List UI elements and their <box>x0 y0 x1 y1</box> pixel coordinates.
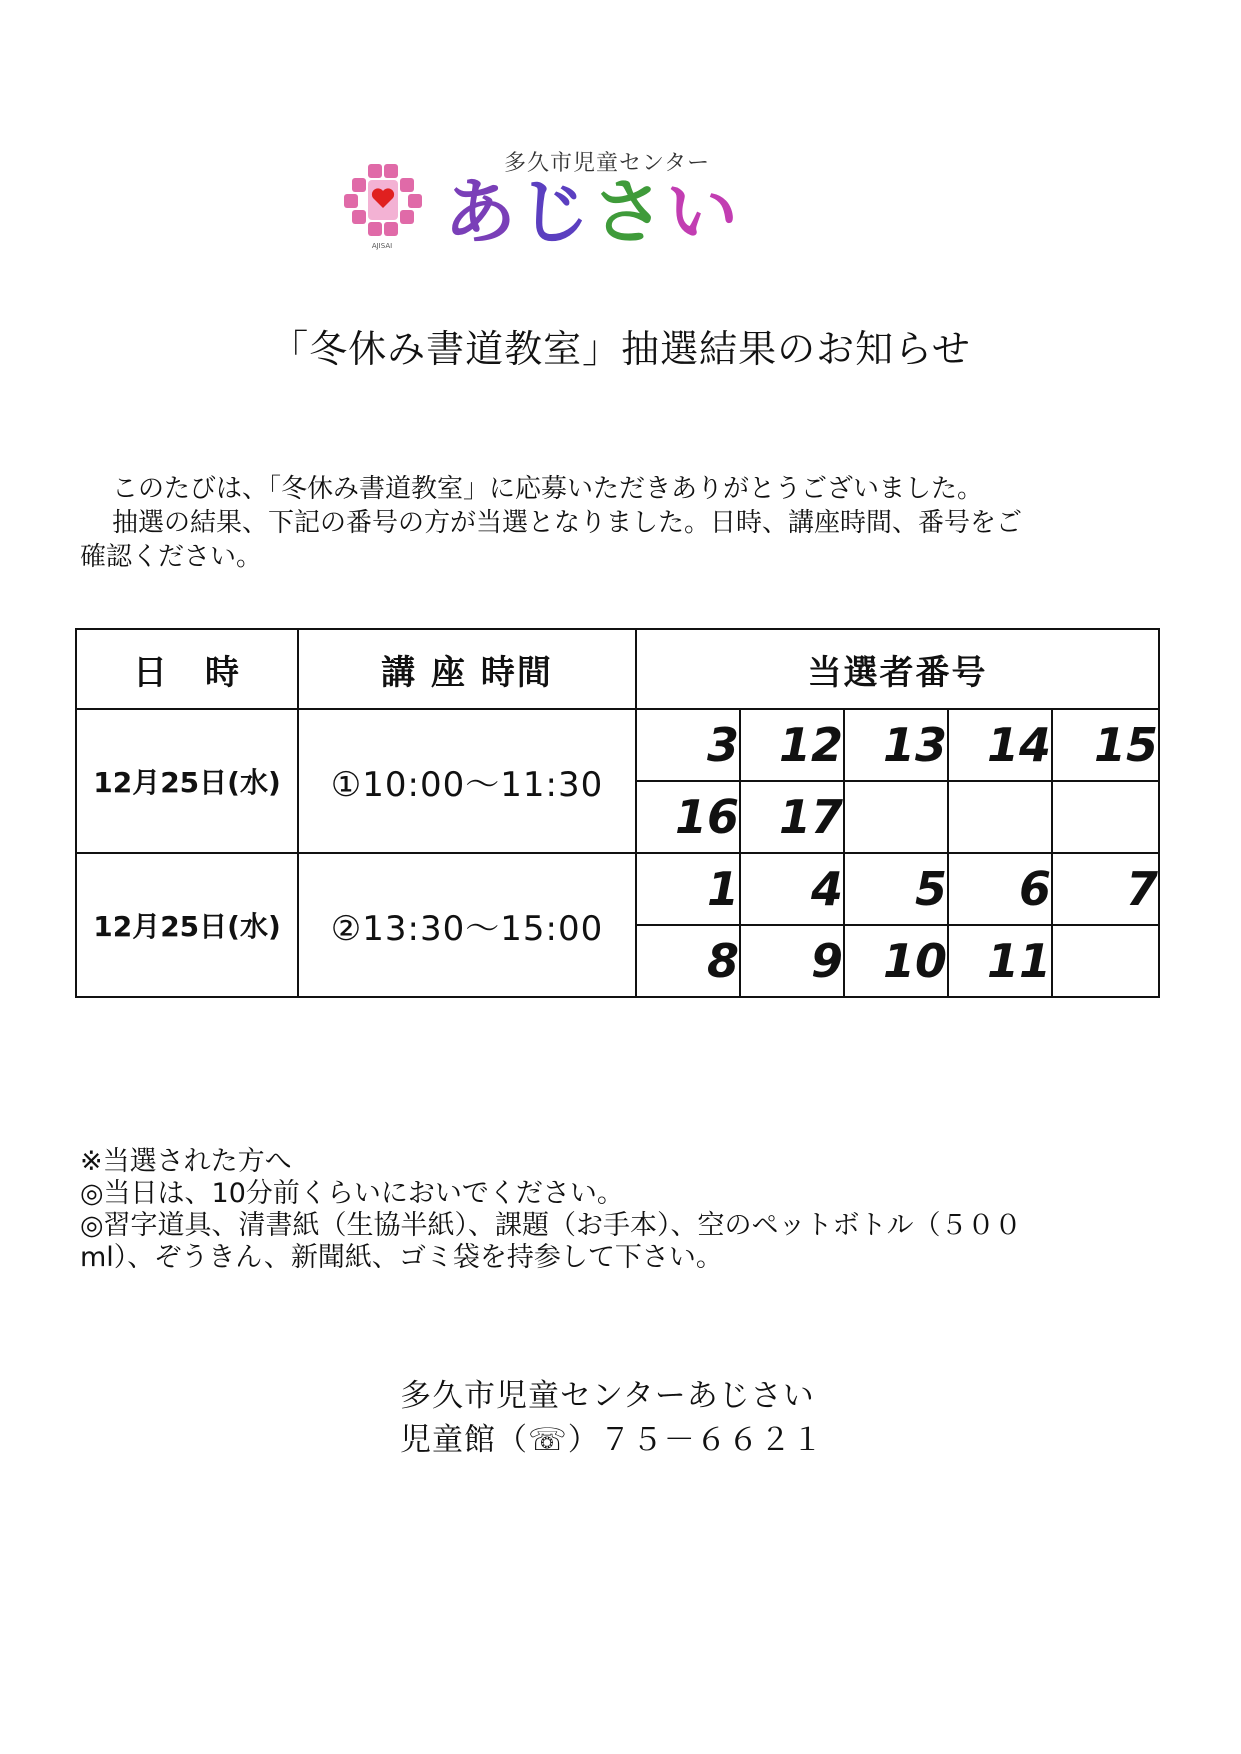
winner-number: 12 <box>740 709 844 781</box>
logo-mark-caption: AJISAI <box>371 242 393 250</box>
winner-number: 3 <box>636 709 740 781</box>
logo-name <box>444 170 741 254</box>
results-table <box>75 628 1160 998</box>
footer <box>400 1374 824 1462</box>
header-numbers: 当選者番号 <box>636 629 1159 709</box>
winner-number: 1 <box>636 853 740 925</box>
winner-number: 16 <box>636 781 740 853</box>
winner-number: 9 <box>740 925 844 997</box>
winner-number: 6 <box>948 853 1052 925</box>
intro-text <box>80 472 1170 574</box>
table-row <box>76 853 1159 925</box>
notes-item: ◎習字道具、清書紙（生協半紙）、課題（お手本）、空のペットボトル（５００ <box>80 1210 1022 1241</box>
winner-number: 15 <box>1052 709 1159 781</box>
header-time: 講 座 時間 <box>298 629 636 709</box>
table-header-row <box>76 629 1159 709</box>
winner-number: 11 <box>948 925 1052 997</box>
footer-phone: 児童館（☏）７５－６６２１ <box>400 1422 824 1458</box>
intro-line-2: 抽選の結果、下記の番号の方が当選となりました。日時、講座時間、番号をご <box>112 508 1023 538</box>
notes <box>80 1146 1170 1274</box>
winner-number: 13 <box>844 709 948 781</box>
table-row <box>76 709 1159 781</box>
logo-char-2: じ <box>518 170 593 254</box>
page-title: 「冬休み書道教室」抽選結果のお知らせ <box>270 327 971 371</box>
winner-number: 14 <box>948 709 1052 781</box>
intro-line-1: このたびは、「冬休み書道教室」に応募いただきありがとうございました。 <box>112 474 984 504</box>
logo-char-3: さ <box>592 170 667 254</box>
winner-number: 4 <box>740 853 844 925</box>
logo-char-4: い <box>666 170 741 254</box>
winner-number: 7 <box>1052 853 1159 925</box>
winner-number: 10 <box>844 925 948 997</box>
notes-item: ◎当日は、10分前くらいにおいでください。 <box>80 1178 624 1209</box>
winner-number: 8 <box>636 925 740 997</box>
hydrangea-logo-icon <box>338 160 426 252</box>
winner-number <box>844 781 948 853</box>
notes-item: ml）、ぞうきん、新聞紙、ゴミ袋を持参して下さい。 <box>80 1242 723 1273</box>
session-time: ②13:30〜15:00 <box>298 853 636 997</box>
logo-char-1: あ <box>444 170 519 254</box>
logo <box>338 140 818 260</box>
winner-number: 17 <box>740 781 844 853</box>
session-date: 12月25日(水) <box>76 853 298 997</box>
winner-number <box>948 781 1052 853</box>
intro-line-3: 確認ください。 <box>80 542 263 572</box>
winner-number <box>1052 925 1159 997</box>
session-date: 12月25日(水) <box>76 709 298 853</box>
footer-org: 多久市児童センターあじさい <box>400 1378 815 1414</box>
winner-number <box>1052 781 1159 853</box>
winner-number: 5 <box>844 853 948 925</box>
logo-subtitle: 多久市児童センター <box>504 151 711 176</box>
notes-heading: ※当選された方へ <box>80 1146 292 1177</box>
header-date: 日 時 <box>76 629 298 709</box>
session-time: ①10:00〜11:30 <box>298 709 636 853</box>
